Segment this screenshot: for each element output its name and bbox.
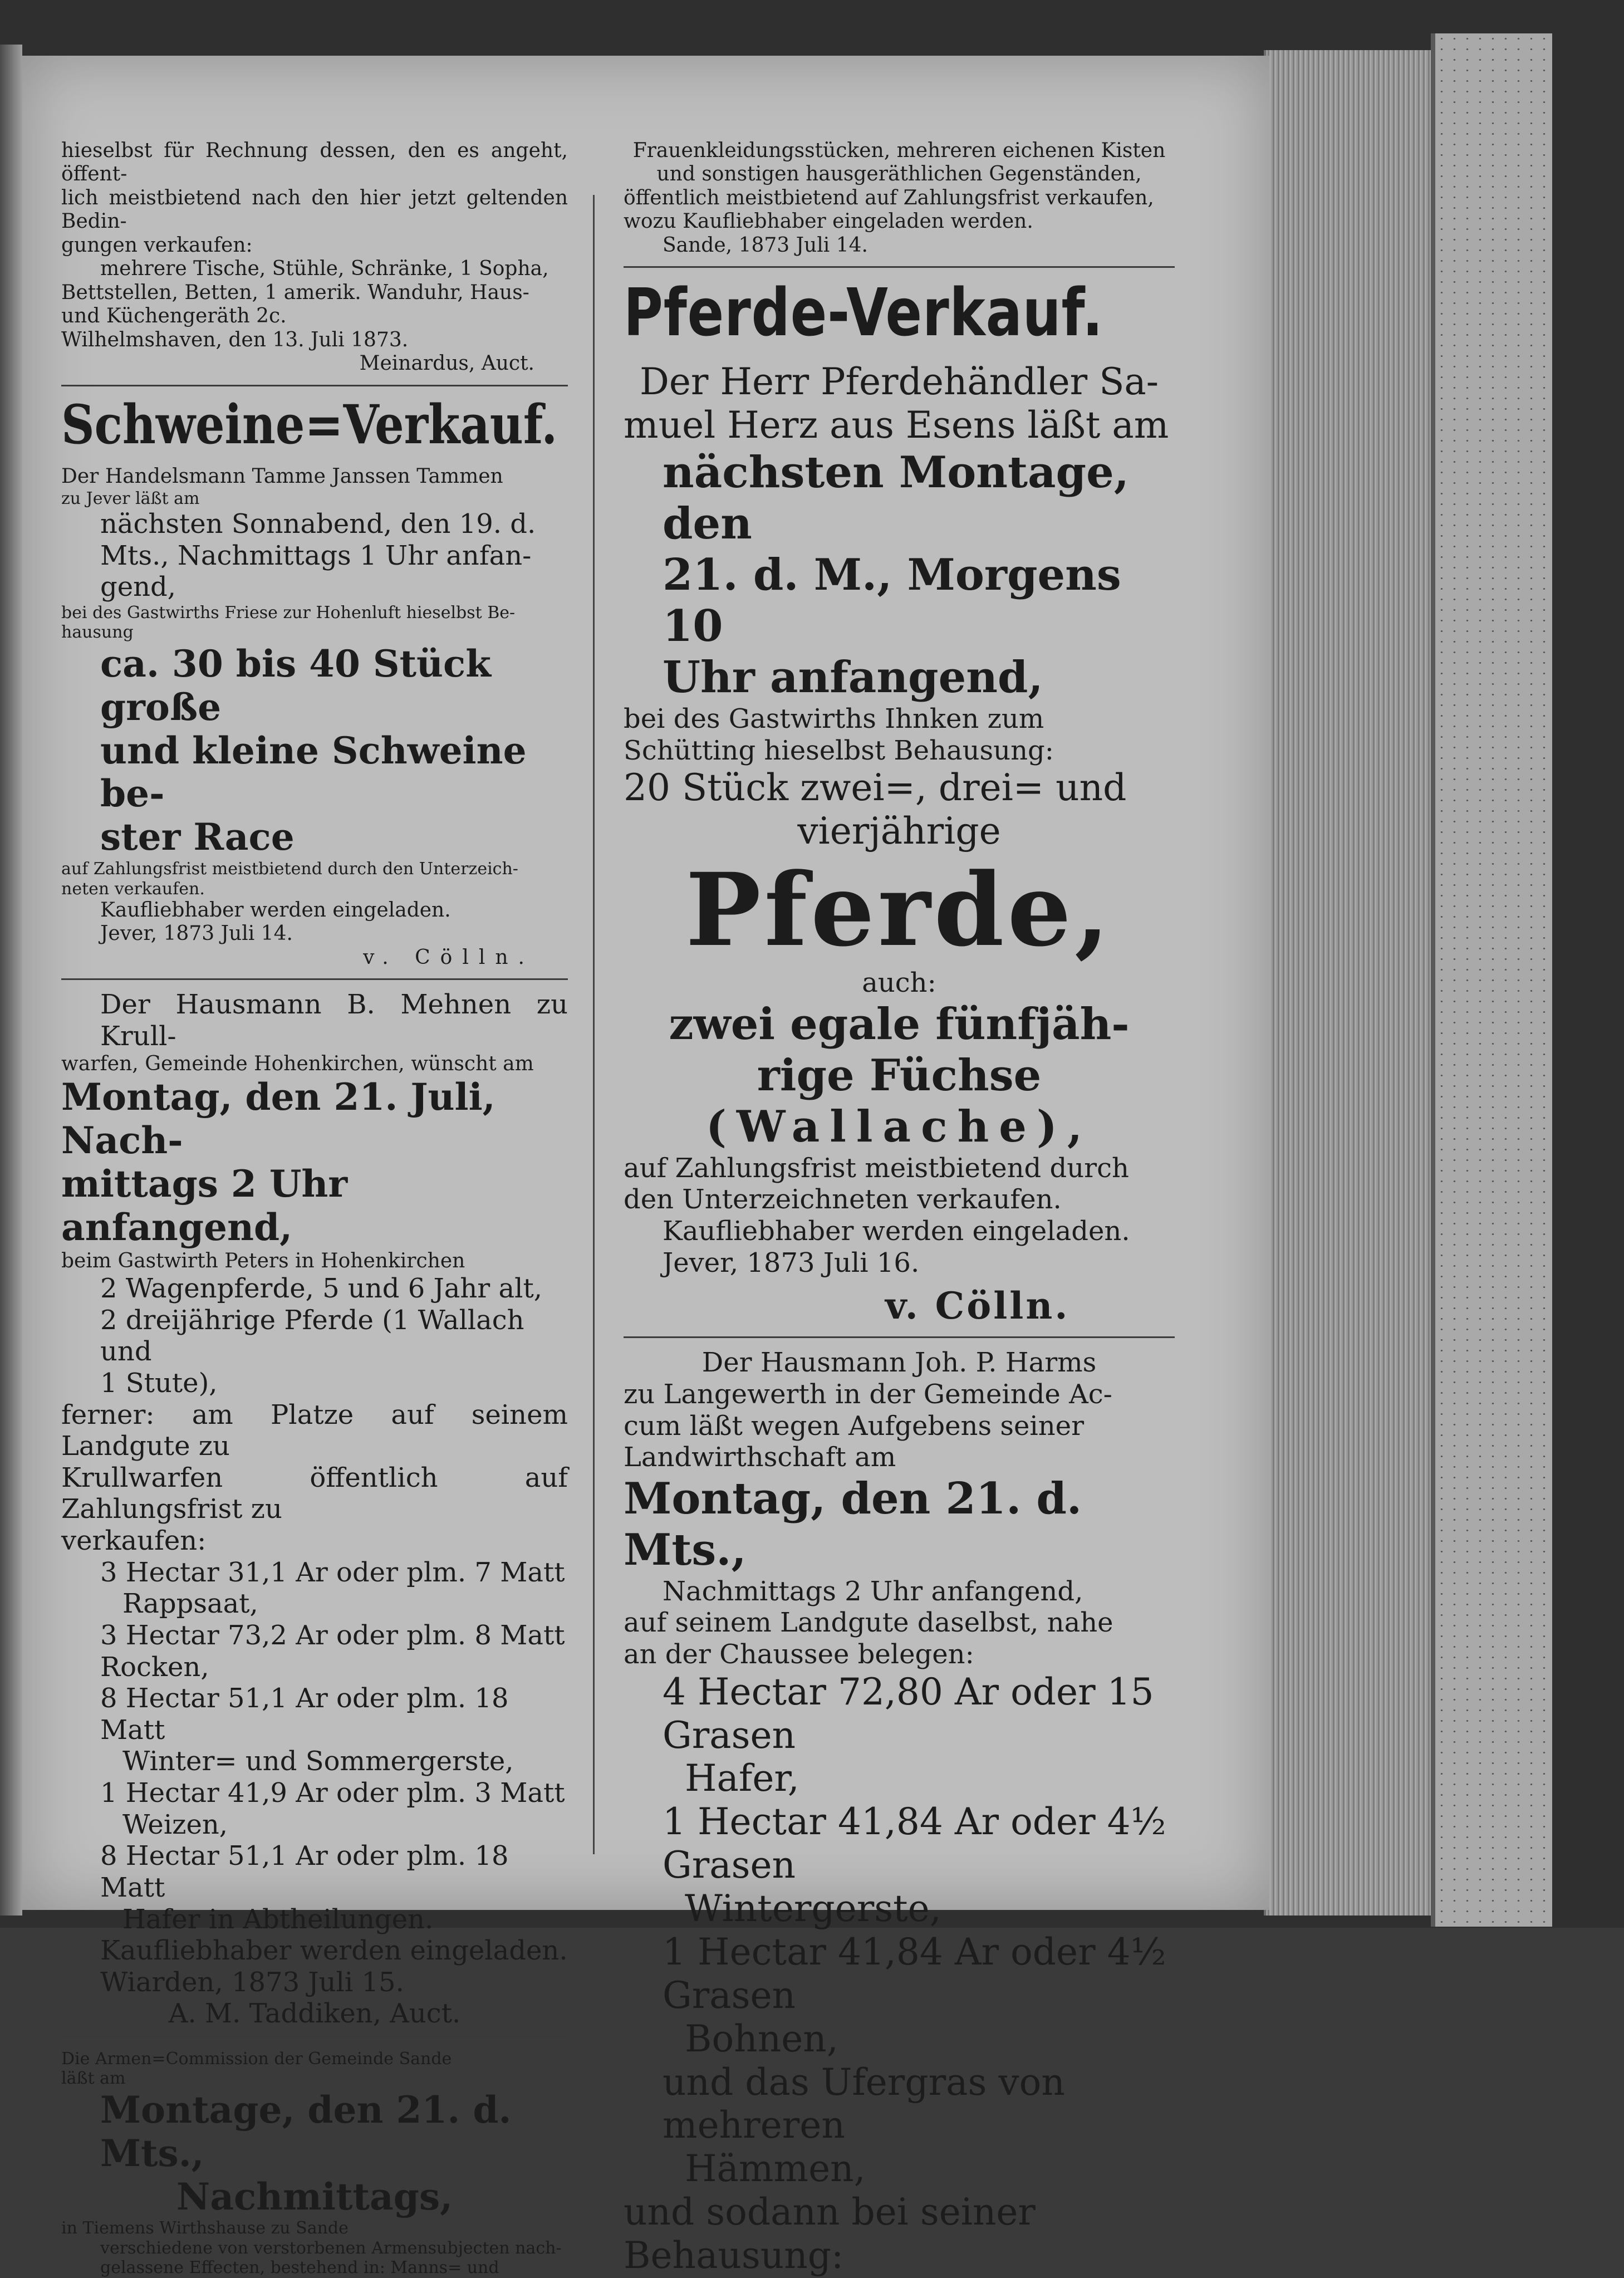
- date-line: nächsten Montage, den: [663, 447, 1129, 549]
- text-line: Hämmen,: [685, 2147, 866, 2191]
- list-item: 1 Hectar 41,84 Ar oder 4½ Grasen: [663, 1930, 1166, 2017]
- list-item: 1 Hectar 41,9 Ar oder plm. 3 Matt: [100, 1777, 565, 1809]
- text-line: gungen verkaufen:: [61, 233, 253, 257]
- list-item: 2 Wagenpferde, 5 und 6 Jahr alt,: [100, 1273, 543, 1305]
- book-cover: [1431, 33, 1552, 1927]
- text-line: öffentlich meistbietend auf Zahlungsfrist verkaufen,: [624, 186, 1154, 209]
- text-line: Der Hausmann Joh. P. Harms: [701, 1347, 1097, 1379]
- armen-notice: [61, 2049, 568, 2278]
- list-item: Winter= und Sommergerste,: [122, 1746, 514, 1777]
- list-item: Wintergerste,: [685, 1887, 941, 1931]
- text-line: Schütting hieselbst Behausung:: [624, 734, 1054, 766]
- text-line: ferner: am Platze auf seinem Landgute zu: [61, 1399, 568, 1462]
- date-line: gend,: [100, 571, 176, 603]
- list-item: Rappsaat,: [122, 1588, 258, 1620]
- text-line: verkaufen:: [61, 1525, 207, 1557]
- headline: Schweine=Verkauf.: [61, 393, 558, 456]
- signature: v. Cölln.: [885, 1284, 1070, 1328]
- text-line: und Küchengeräth 2c.: [61, 305, 287, 328]
- text-line: den Unterzeichneten verkaufen.: [624, 1184, 1062, 1216]
- text-line: bei des Gastwirths Friese zur Hohenluft hieselbst Be-: [61, 603, 516, 623]
- list-item: Hafer,: [685, 1757, 799, 1800]
- signature: A. M. Taddiken, Auct.: [168, 1998, 461, 2030]
- divider: [624, 1336, 1175, 1338]
- text-line: bei des Gastwirths Ihnken zum: [624, 703, 1044, 735]
- text-line: hieselbst für Rechnung dessen, den es angeht, öffent-: [61, 139, 568, 186]
- date-line: nächsten Sonnabend, den 19. d.: [100, 508, 536, 540]
- date-line: 21. d. M., Morgens 10: [663, 549, 1121, 651]
- right-column: [624, 139, 1175, 2277]
- list-item: 1 Stute),: [100, 1367, 218, 1399]
- schweine-notice: [61, 395, 568, 970]
- date-line: Nachmittags,: [176, 2174, 453, 2218]
- top-notice: [61, 139, 568, 376]
- text-line: Bettstellen, Betten, 1 amerik. Wanduhr, Haus-: [61, 281, 529, 304]
- list-item: Bohnen,: [685, 2017, 838, 2060]
- goods-line: 20 Stück zwei=, drei= und: [624, 766, 1127, 810]
- divider: [61, 385, 568, 386]
- signature: Meinardus, Auct.: [359, 352, 534, 375]
- divider: [624, 266, 1175, 268]
- goods-line: vierjährige: [797, 810, 1001, 853]
- column-divider: [593, 195, 595, 1854]
- list-item: Hafer in Abtheilungen.: [122, 1903, 434, 1935]
- text-line: mehrere Tische, Stühle, Schränke, 1 Sopha,: [100, 257, 549, 281]
- text-line: zu Jever läßt am: [61, 488, 200, 508]
- date-line: Montage, den 21. d. Mts.,: [100, 2088, 512, 2175]
- text-line: an der Chaussee belegen:: [624, 1639, 974, 1670]
- mehnen-notice: [61, 989, 568, 2030]
- date-line: Montag, den 21. d. Mts.,: [624, 1473, 1082, 1575]
- list-item: 3 Hectar 31,1 Ar oder plm. 7 Matt: [100, 1556, 565, 1588]
- text-line: auch:: [862, 967, 936, 999]
- divider: [61, 978, 568, 980]
- text-line: muel Herz aus Esens läßt am: [624, 404, 1169, 447]
- pferde-notice: [624, 274, 1175, 1328]
- text-line: wozu Kaufliebhaber eingeladen werden.: [624, 210, 1033, 233]
- pferde-big-word: Pferde,: [685, 851, 1113, 969]
- text-line: Wiarden, 1873 Juli 15.: [100, 1966, 404, 1998]
- text-line: Kaufliebhaber werden eingeladen.: [663, 1216, 1130, 1247]
- text-line: Sande, 1873 Juli 14.: [663, 233, 868, 257]
- goods-line: zwei egale fünfjäh-: [669, 998, 1130, 1050]
- date-line: mittags 2 Uhr anfangend,: [61, 1162, 348, 1249]
- previous-page-edge: [0, 45, 22, 1916]
- text-line: in Tiemens Wirthshause zu Sande: [61, 2218, 349, 2238]
- text-line: gelassene Effecten, bestehend in: Manns= und: [100, 2258, 499, 2278]
- date-line: Mts., Nachmittags 1 Uhr anfan-: [100, 540, 532, 571]
- text-line: Kaufliebhaber werden eingeladen.: [100, 898, 451, 922]
- text-line: Nachmittags 2 Uhr anfangend,: [663, 1575, 1083, 1607]
- list-item: 8 Hectar 51,1 Ar oder plm. 18 Matt: [100, 1683, 509, 1746]
- text-line: neten verkaufen.: [61, 879, 205, 899]
- text-line: lich meistbietend nach den hier jetzt geltenden Bedin-: [61, 186, 568, 233]
- text-line: Krullwarfen öffentlich auf Zahlungsfrist zu: [61, 1462, 568, 1525]
- headline: Pferde-Verkauf.: [624, 274, 1103, 351]
- divider: [61, 2039, 568, 2040]
- text-line: verschiedene von verstorbenen Armensubjecten nach-: [100, 2238, 562, 2258]
- goods-line: (Wallache),: [706, 1101, 1092, 1152]
- armen-notice-continued: [624, 139, 1175, 257]
- text-line: Die Armen=Commission der Gemeinde Sande: [61, 2049, 452, 2069]
- goods-line: ca. 30 bis 40 Stück große: [100, 641, 491, 729]
- text-line: zu Langewerth in der Gemeinde Ac-: [624, 1378, 1112, 1410]
- text-line: auf seinem Landgute daselbst, nahe: [624, 1607, 1113, 1639]
- list-item: 1 Hectar 41,84 Ar oder 4½ Grasen: [663, 1800, 1166, 1887]
- text-line: Wilhelmshaven, den 13. Juli 1873.: [61, 328, 409, 351]
- text-line: und sodann bei seiner Behausung:: [624, 2191, 1036, 2277]
- list-item: 3 Hectar 73,2 Ar oder plm. 8 Matt Rocken,: [100, 1619, 565, 1683]
- list-item: 8 Hectar 51,1 Ar oder plm. 18 Matt: [100, 1840, 509, 1903]
- text-line: Jever, 1873 Juli 16.: [663, 1247, 920, 1278]
- text-line: warfen, Gemeinde Hohenkirchen, wünscht am: [61, 1052, 534, 1075]
- text-line: Landwirthschaft am: [624, 1442, 896, 1473]
- date-line: Montag, den 21. Juli, Nach-: [61, 1075, 495, 1162]
- text-line: auf Zahlungsfrist meistbietend durch: [624, 1152, 1129, 1184]
- text-line: Der Herr Pferdehändler Sa-: [639, 360, 1159, 404]
- text-line: cum läßt wegen Aufgebens seiner: [624, 1410, 1085, 1442]
- newspaper-page: [22, 56, 1269, 2278]
- text-line: und das Ufergras von mehreren: [663, 2060, 1065, 2147]
- text-line: Der Handelsmann Tamme Janssen Tammen: [61, 465, 503, 488]
- text-line: Kaufliebhaber werden eingeladen.: [100, 1935, 568, 1967]
- list-item: 4 Hectar 72,80 Ar oder 15 Grasen: [663, 1670, 1154, 1757]
- text-line: beim Gastwirth Peters in Hohenkirchen: [61, 1249, 465, 1272]
- goods-line: rige Füchse: [757, 1050, 1042, 1101]
- text-line: und sonstigen hausgeräthlichen Gegenständen,: [656, 163, 1142, 186]
- text-line: Der Hausmann B. Mehnen zu Krull-: [100, 989, 568, 1052]
- left-column: [61, 139, 568, 2278]
- goods-line: und kleine Schweine be-: [100, 728, 527, 816]
- page-block-edge: [1264, 50, 1433, 1916]
- text-line: auf Zahlungsfrist meistbietend durch den Unterzeich-: [61, 859, 518, 879]
- goods-line: ster Race: [100, 815, 295, 859]
- list-item: Weizen,: [122, 1809, 228, 1840]
- list-item: 2 dreijährige Pferde (1 Wallach und: [100, 1304, 524, 1368]
- signature: v. Cölln.: [363, 946, 534, 969]
- text-line: Frauenkleidungsstücken, mehreren eichenen Kisten: [632, 139, 1166, 162]
- text-line: hausung: [61, 623, 134, 643]
- date-line: Uhr anfangend,: [663, 652, 1043, 703]
- harms-notice: [624, 1347, 1175, 2277]
- text-line: Jever, 1873 Juli 14.: [100, 922, 293, 946]
- text-line: läßt am: [61, 2069, 126, 2089]
